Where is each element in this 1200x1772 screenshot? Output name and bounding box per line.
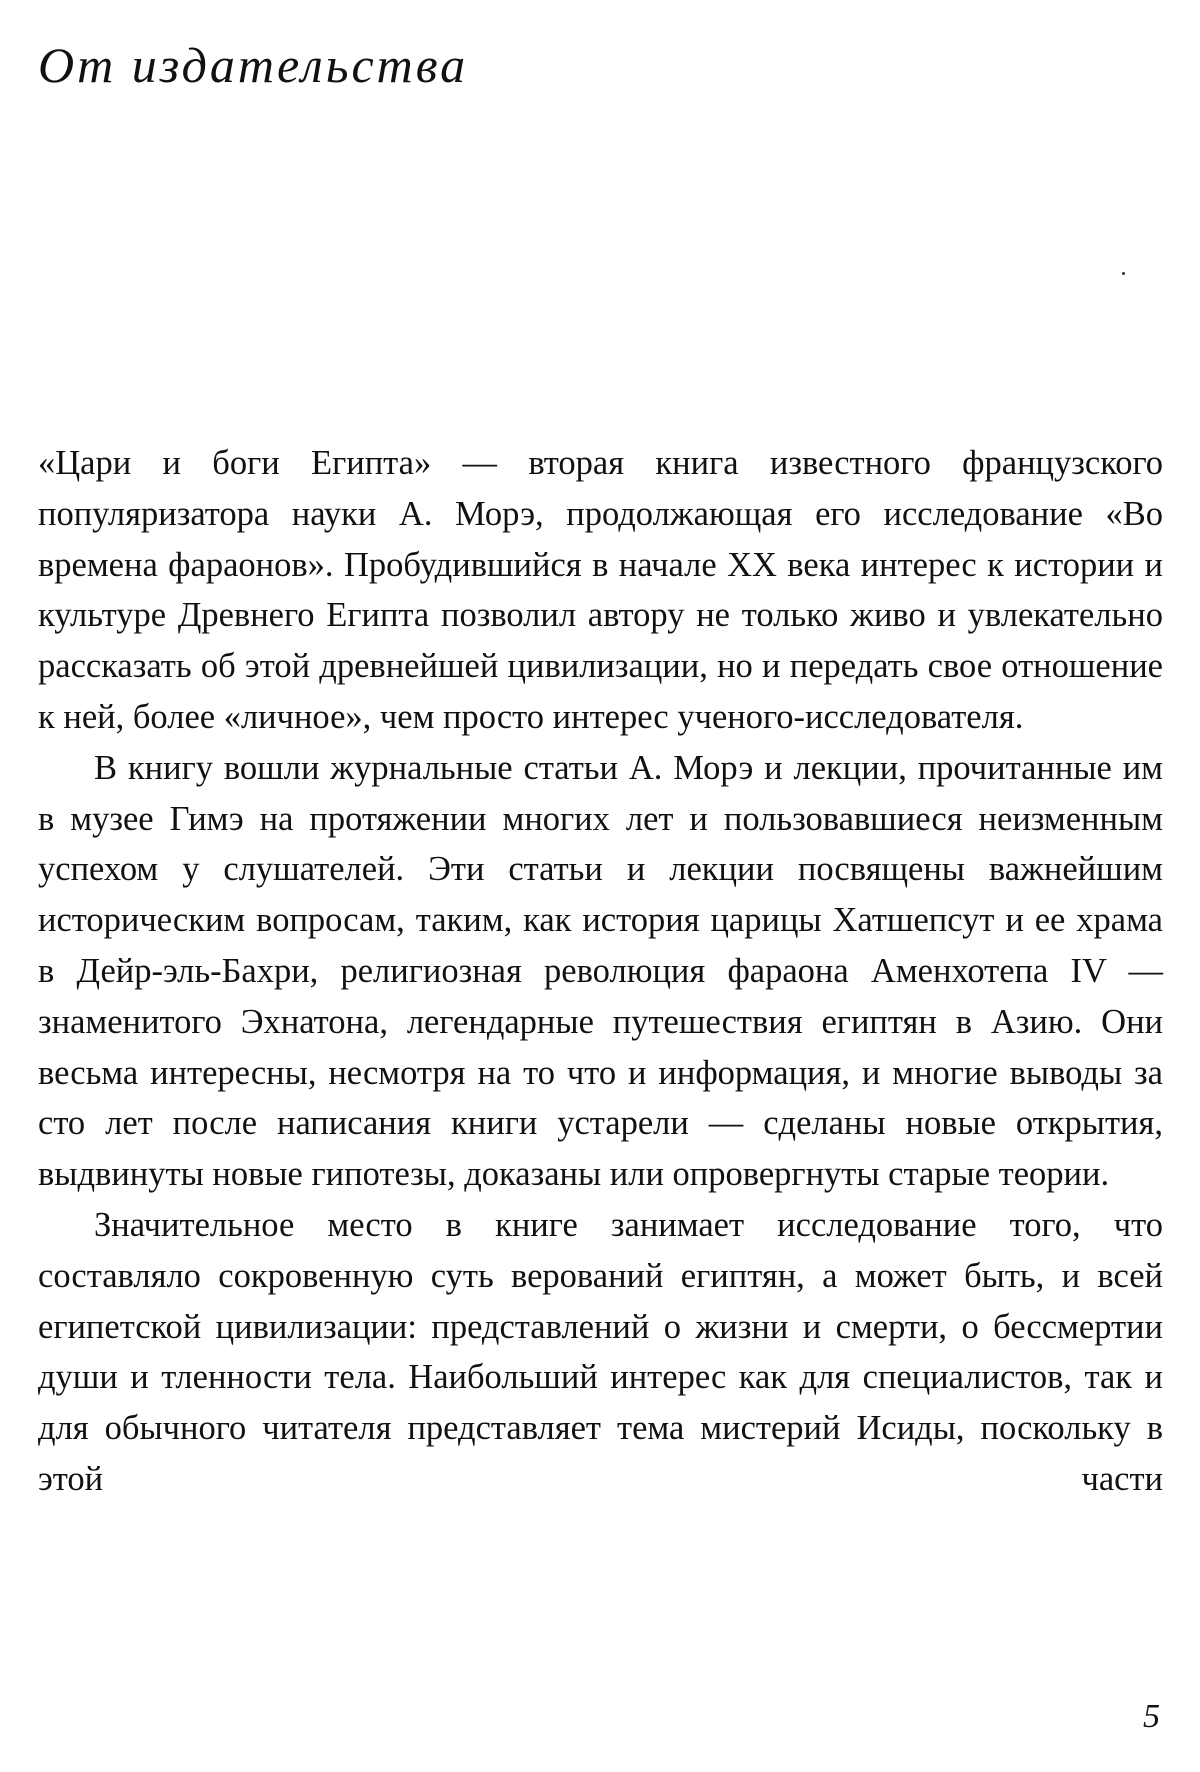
page-number: 5: [1143, 1698, 1160, 1735]
paragraph-2: В книгу вошли журнальные статьи А. Морэ и лекции, прочитанные им в музее Гимэ на протяжении многих лет и пользовавшиеся неизменным успехом у слушателей. Эти статьи и лекции посвящены важнейшим историческим вопросам, таким, как история царицы Хатшепсут и ее храма в Дейр-эль-Бахри, религиозная революция фараона Аменхотепа IV — знаменитого Эхнатона, легендарные путешествия египтян в Азию. Они весьма интересны, несмотря на то что и информация, и многие выводы за сто лет после написания книги устарели — сделаны новые открытия, выдвинуты новые гипотезы, доказаны или опровергнуты старые теории.: [38, 748, 1163, 1194]
paragraph-1: «Цари и боги Египта» — вторая книга известного французского популяризатора науки А. Морэ, продолжающая его исследование «Во времена фараонов». Пробудившийся в начале XX века интерес к истории и культуре Древнего Египта позволил автору не только живо и увлекательно рассказать об этой древнейшей цивилизации, но и передать свое отношение к ней, более «личное», чем просто интерес ученого-исследователя.: [38, 444, 1163, 736]
body-text: [38, 438, 1163, 1505]
paragraph-3: Значительное место в книге занимает исследование того, что составляло сокровенную суть верований египтян, а может быть, и всей египетской цивилизации: представлений о жизни и смерти, о бессмертии души и тленности тела. Наибольший интерес как для специалистов, так и для обычного читателя представляет тема мистерий Исиды, поскольку в этой части: [38, 1205, 1163, 1498]
print-speck: [1122, 272, 1125, 275]
page-heading: От издательства: [38, 37, 469, 93]
